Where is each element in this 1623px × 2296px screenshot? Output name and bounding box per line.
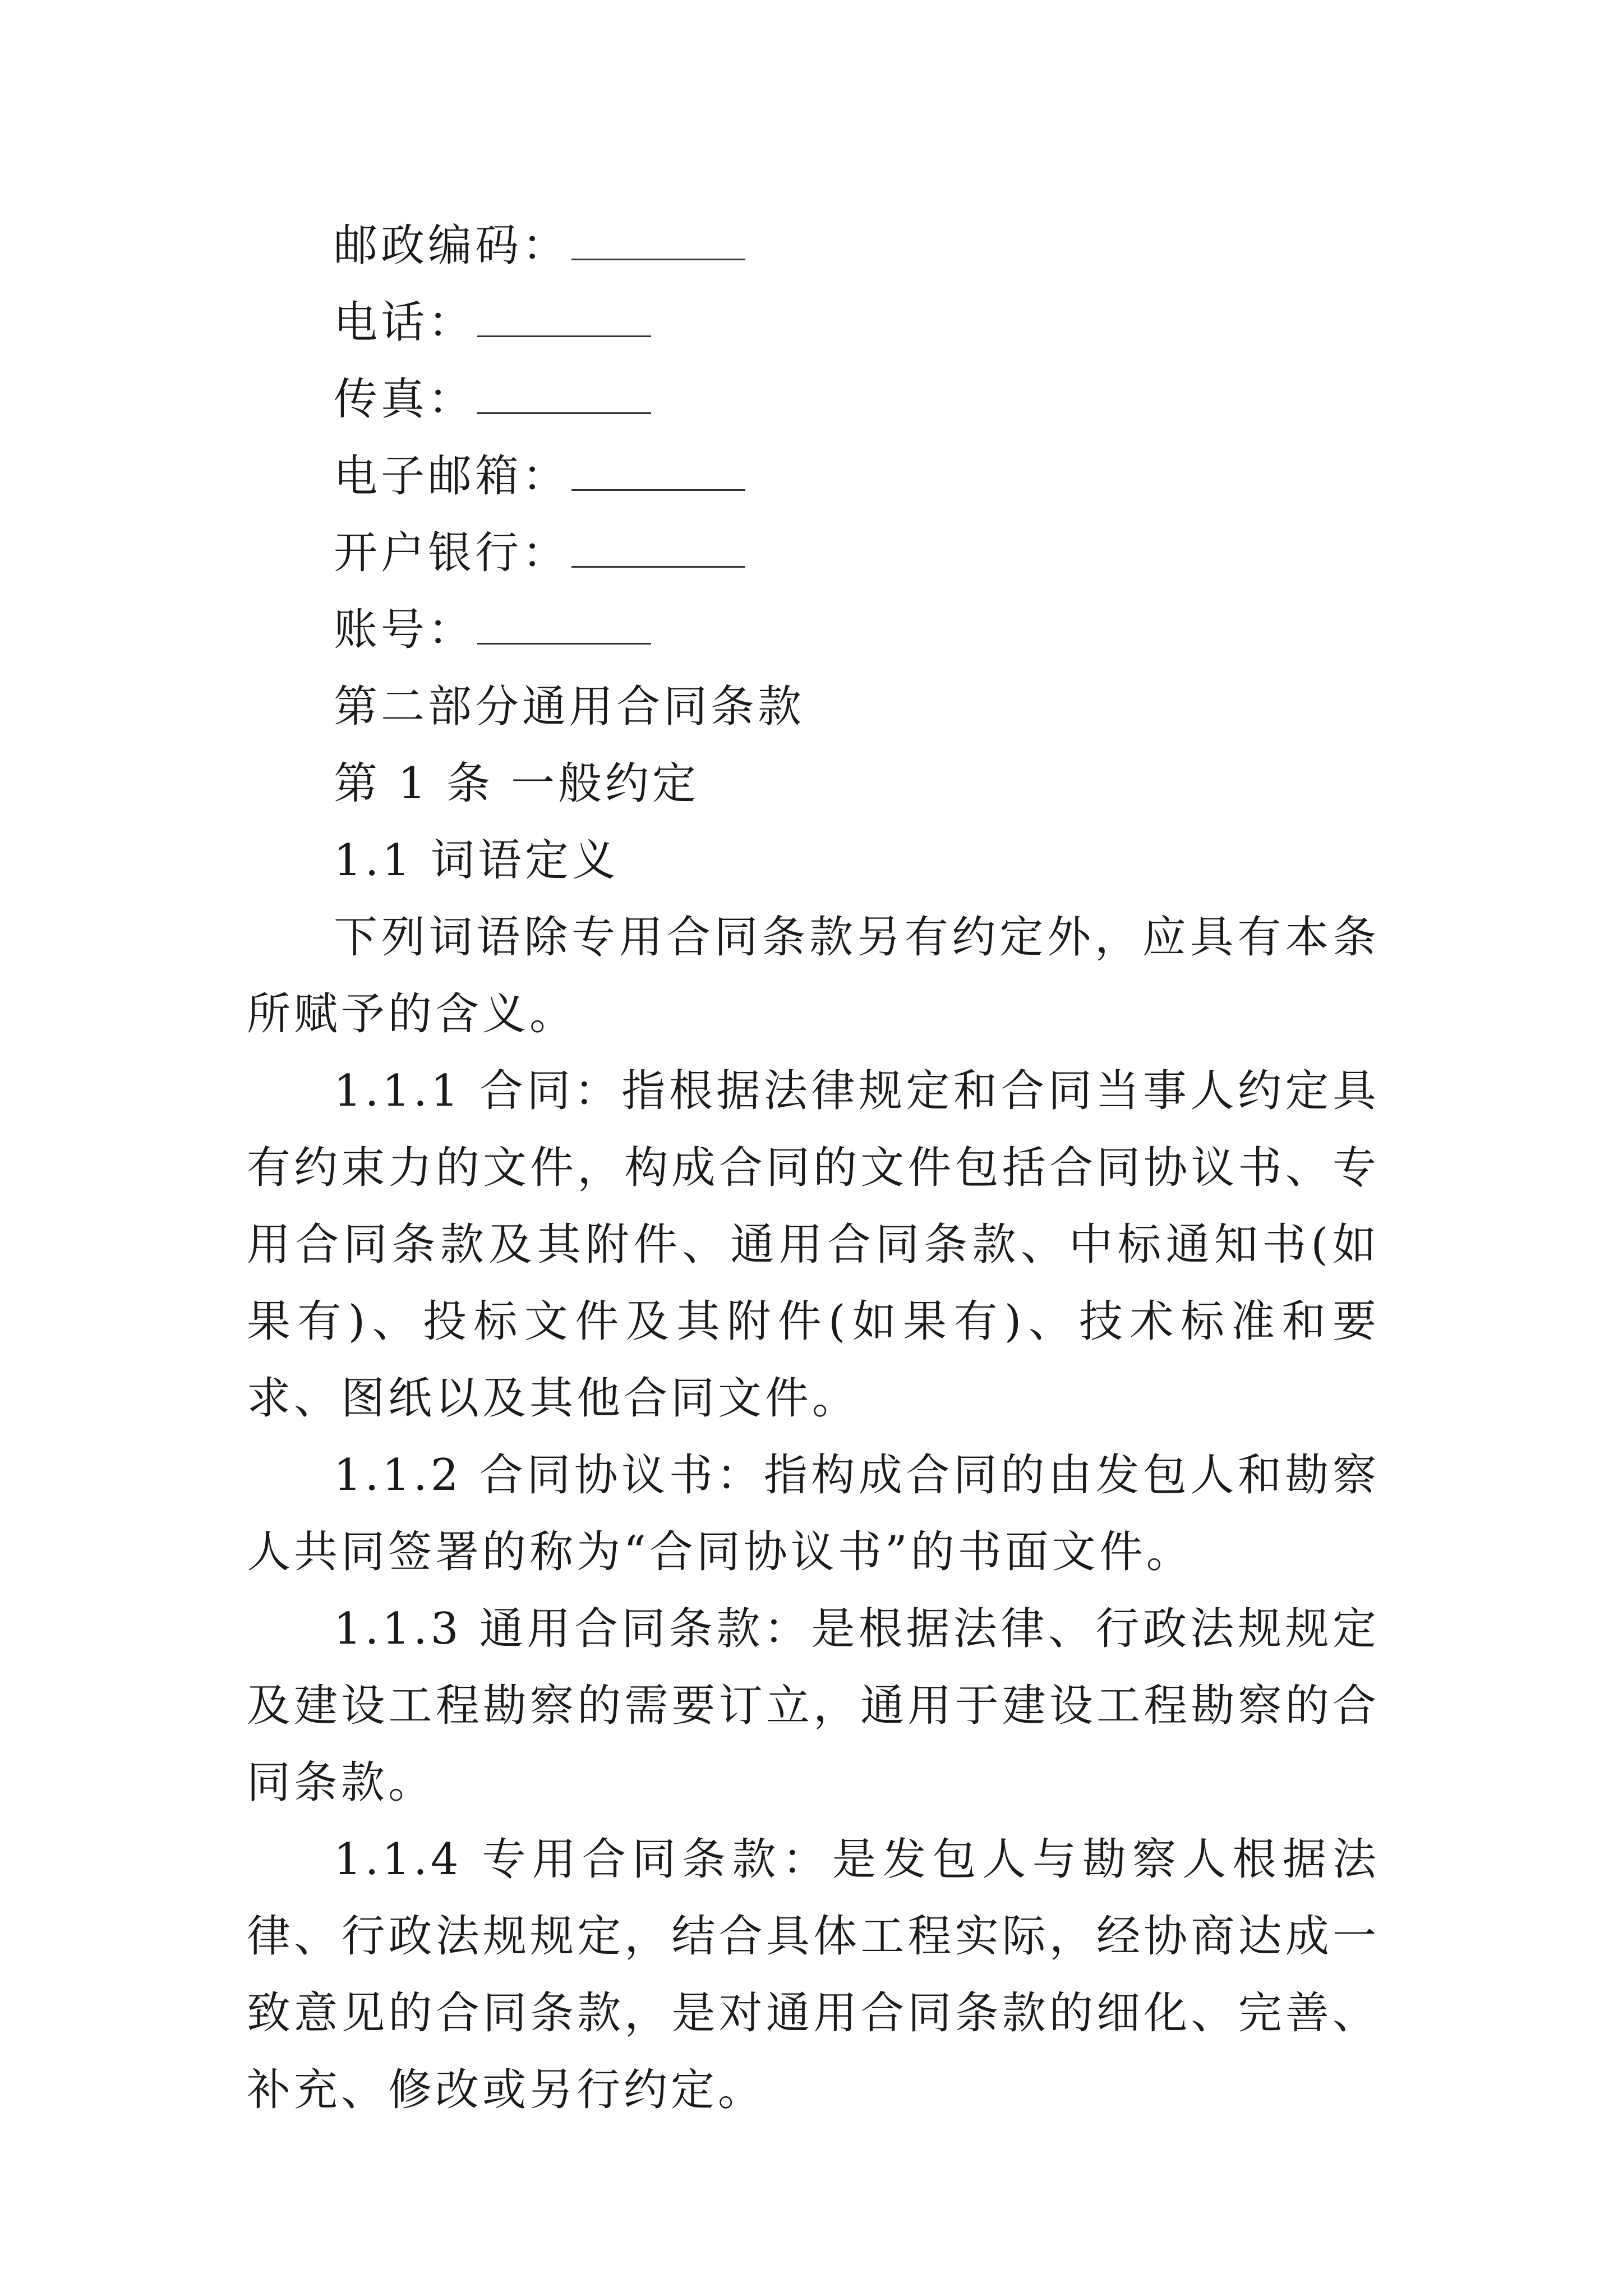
paragraph-1-1-2: 1.1.2 合同协议书：指构成合同的由发包人和勘察人共同签署的称为“合同协议书”的书面文件。 xyxy=(247,1450,1380,1577)
blank-line xyxy=(477,296,651,337)
field-label: 电话： xyxy=(334,297,476,348)
paragraph-1-1-1: 1.1.1 合同：指根据法律规定和合同当事人约定具有约束力的文件，构成合同的文件包括合同协议书、专用合同条款及其附件、通用合同条款、中标通知书(如果有)、投标文件及其附件(如果有)、技术标准和要求、图纸以及其他合同文件。 xyxy=(247,1066,1380,1424)
field-account xyxy=(247,592,1380,669)
field-phone xyxy=(247,284,1380,361)
field-label: 邮政编码： xyxy=(334,220,570,271)
paragraph-1-1-3: 1.1.3 通用合同条款：是根据法律、行政法规规定及建设工程勘察的需要订立，通用于建设工程勘察的合同条款。 xyxy=(247,1604,1380,1808)
blank-line xyxy=(477,373,651,414)
document-body xyxy=(247,208,1380,2129)
blank-line xyxy=(571,527,745,568)
field-label: 传真： xyxy=(334,374,476,425)
field-email xyxy=(247,438,1380,515)
part-title: 第二部分通用合同条款 xyxy=(334,682,805,732)
blank-line xyxy=(571,219,745,260)
field-bank xyxy=(247,515,1380,592)
field-label: 开户银行： xyxy=(334,528,570,578)
paragraph-1-1-4: 1.1.4 专用合同条款：是发包人与勘察人根据法律、行政法规规定，结合具体工程实际，经协商达成一致意见的合同条款，是对通用合同条款的细化、完善、补充、修改或另行约定。 xyxy=(247,1834,1380,2115)
blank-line xyxy=(477,604,651,645)
blank-line xyxy=(571,450,745,491)
field-label: 电子邮箱： xyxy=(334,451,570,501)
article-title: 第 1 条 一般约定 xyxy=(334,758,700,809)
field-postal-code xyxy=(247,208,1380,284)
field-label: 账号： xyxy=(334,605,476,655)
paragraph-intro: 下列词语除专用合同条款另有约定外，应具有本条所赋予的含义。 xyxy=(247,912,1380,1039)
section-title: 1.1 词语定义 xyxy=(334,835,619,886)
field-fax xyxy=(247,361,1380,438)
